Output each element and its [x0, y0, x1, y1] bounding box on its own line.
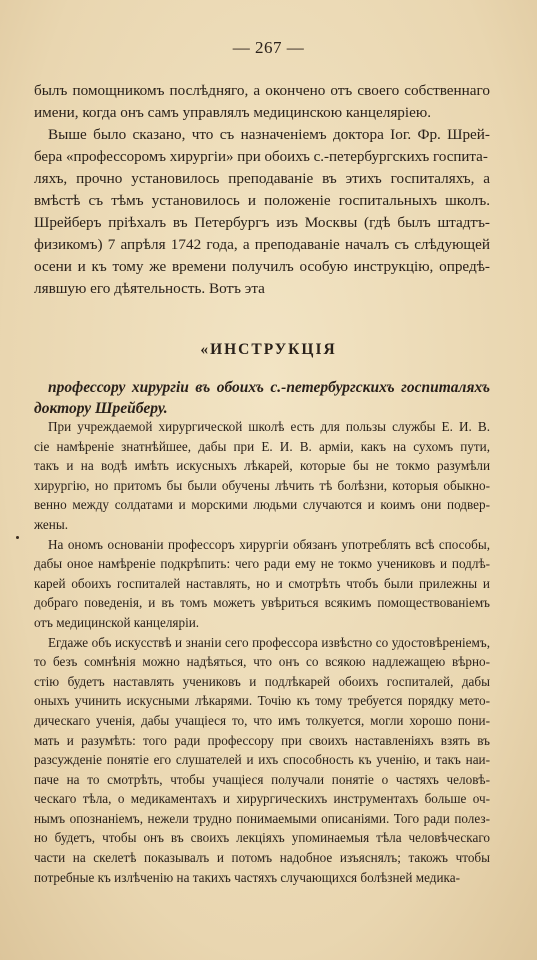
text-line: дабы оное намѣреніе подкрѣпить: чего ради ему не токмо учениковъ и подлѣ-: [34, 556, 490, 572]
text-line: но будетъ, чтобы онъ въ своихъ лекціяхъ упоминаемыя тѣла человѣческаго: [34, 830, 490, 846]
text-line: лявшую его дѣятельность. Вотъ эта: [34, 280, 265, 297]
text-line: вмѣстѣ съ тѣмъ установилось и положеніе госпитальныхъ школъ.: [34, 192, 490, 209]
text-line: физикомъ) 7 апрѣля 1742 года, а преподаваніе началъ съ слѣдующей: [34, 236, 490, 253]
text-line: ческаго тѣла, о медикаментахъ и хирургическихъ инструментахъ больше оч-: [34, 791, 490, 807]
text-line: Егдаже объ искусствѣ и знаніи сего профессора извѣстно со удостовѣреніемъ,: [48, 634, 490, 650]
text-line: Выше было сказано, что съ назначеніемъ доктора Іог. Фр. Шрей-: [48, 126, 490, 143]
text-line: венно между солдатами и морскими людьми случаются и коимъ они подвер-: [34, 497, 490, 513]
text-line: Шрейберъ пріѣхалъ въ Петербургъ изъ Москвы (гдѣ былъ штадтъ-: [34, 214, 490, 231]
text-line: сіе намѣреніе знатнѣйшее, дабы при Е. И. В. арміи, какъ на сухомъ пути,: [34, 438, 490, 454]
intro-paragraphs: [34, 80, 490, 300]
text-line: При учреждаемой хирургической школѣ есть для пользы службы Е. И. В.: [48, 419, 490, 434]
text-line: отъ медицинской канцеляріи.: [34, 614, 200, 630]
margin-mark: [16, 536, 19, 539]
text-line: оныхъ учинить искусными лѣкарями. Точію къ тому требуется порядку мето-: [34, 693, 490, 709]
text-line: части на скелетѣ показывалъ и потомъ надобное изъяснялъ; такожъ чтобы: [34, 850, 490, 866]
text-line: стію будетъ наставлять учениковъ и подлѣкарей обоихъ госпиталей, дабы: [34, 673, 490, 689]
text-line: паче на то смотрѣть, чтобы учащіеся получали понятіе о частяхъ человѣ-: [34, 771, 490, 787]
text-line: разсужденіе понятіе его слушателей и ихъ способность къ ученію, и такъ наи-: [34, 752, 490, 768]
text-line: ляхъ, прочно установилось преподаваніе въ этихъ госпиталяхъ, а: [34, 170, 490, 187]
subtitle-line: профессору хирургіи въ обоихъ с.-петербургскихъ госпиталяхъ: [48, 379, 490, 396]
instruction-subtitle: [34, 377, 490, 419]
text-line: дическаго ученія, дабы учащіеся то, что имъ толкуется, могли хорошо пони-: [34, 712, 490, 728]
text-line: добраго поведенія, и въ томъ можетъ увѣриться всякимъ помоществованіемъ: [34, 595, 490, 611]
text-line: былъ помощникомъ послѣдняго, а окончено отъ своего собственнаго: [34, 82, 490, 99]
text-line: бера «профессоромъ хирургіи» при обоихъ с.-петербургскихъ госпита-: [34, 149, 488, 165]
text-line: потребные къ излѣченію на такихъ частяхъ случающихся болѣзней медика-: [34, 869, 460, 885]
instruction-body: [34, 417, 490, 887]
text-line: нымъ опознаніемъ, нежели трудно понимаемыми описаніями. Того ради полез-: [34, 810, 490, 826]
text-line: мать и разумѣть: того ради профессору при своихъ наставленіяхъ взять въ: [34, 732, 490, 748]
text-line: жены.: [34, 516, 69, 532]
section-heading: «ИНСТРУКЦІЯ: [200, 341, 337, 358]
text-line: имени, когда онъ самъ управлялъ медицинскою канцеляріею.: [34, 104, 432, 121]
text-line: осени и къ тому же времени получилъ особую инструкцію, опредѣ-: [34, 258, 490, 275]
page-number: — 267 —: [232, 38, 305, 57]
subtitle-line: доктору Шрейберу.: [34, 400, 168, 417]
text-line: карей обоихъ госпиталей наставлять, но и смотрѣть чтобъ были прилежны и: [34, 575, 490, 591]
text-line: хирургію, но притомъ бы были обучены лѣчить тѣ болѣзни, которыя обыкно-: [34, 477, 490, 493]
text-line: На ономъ основаніи профессоръ хирургіи обязанъ употреблять всѣ способы,: [48, 536, 490, 552]
text-line: такъ и на водѣ имѣть искусныхъ лѣкарей, которые бы не токмо разумѣли: [34, 458, 490, 474]
text-line: то безъ сомнѣнія можно надѣяться, что онъ со всякою надлежащею вѣрно-: [34, 654, 490, 670]
